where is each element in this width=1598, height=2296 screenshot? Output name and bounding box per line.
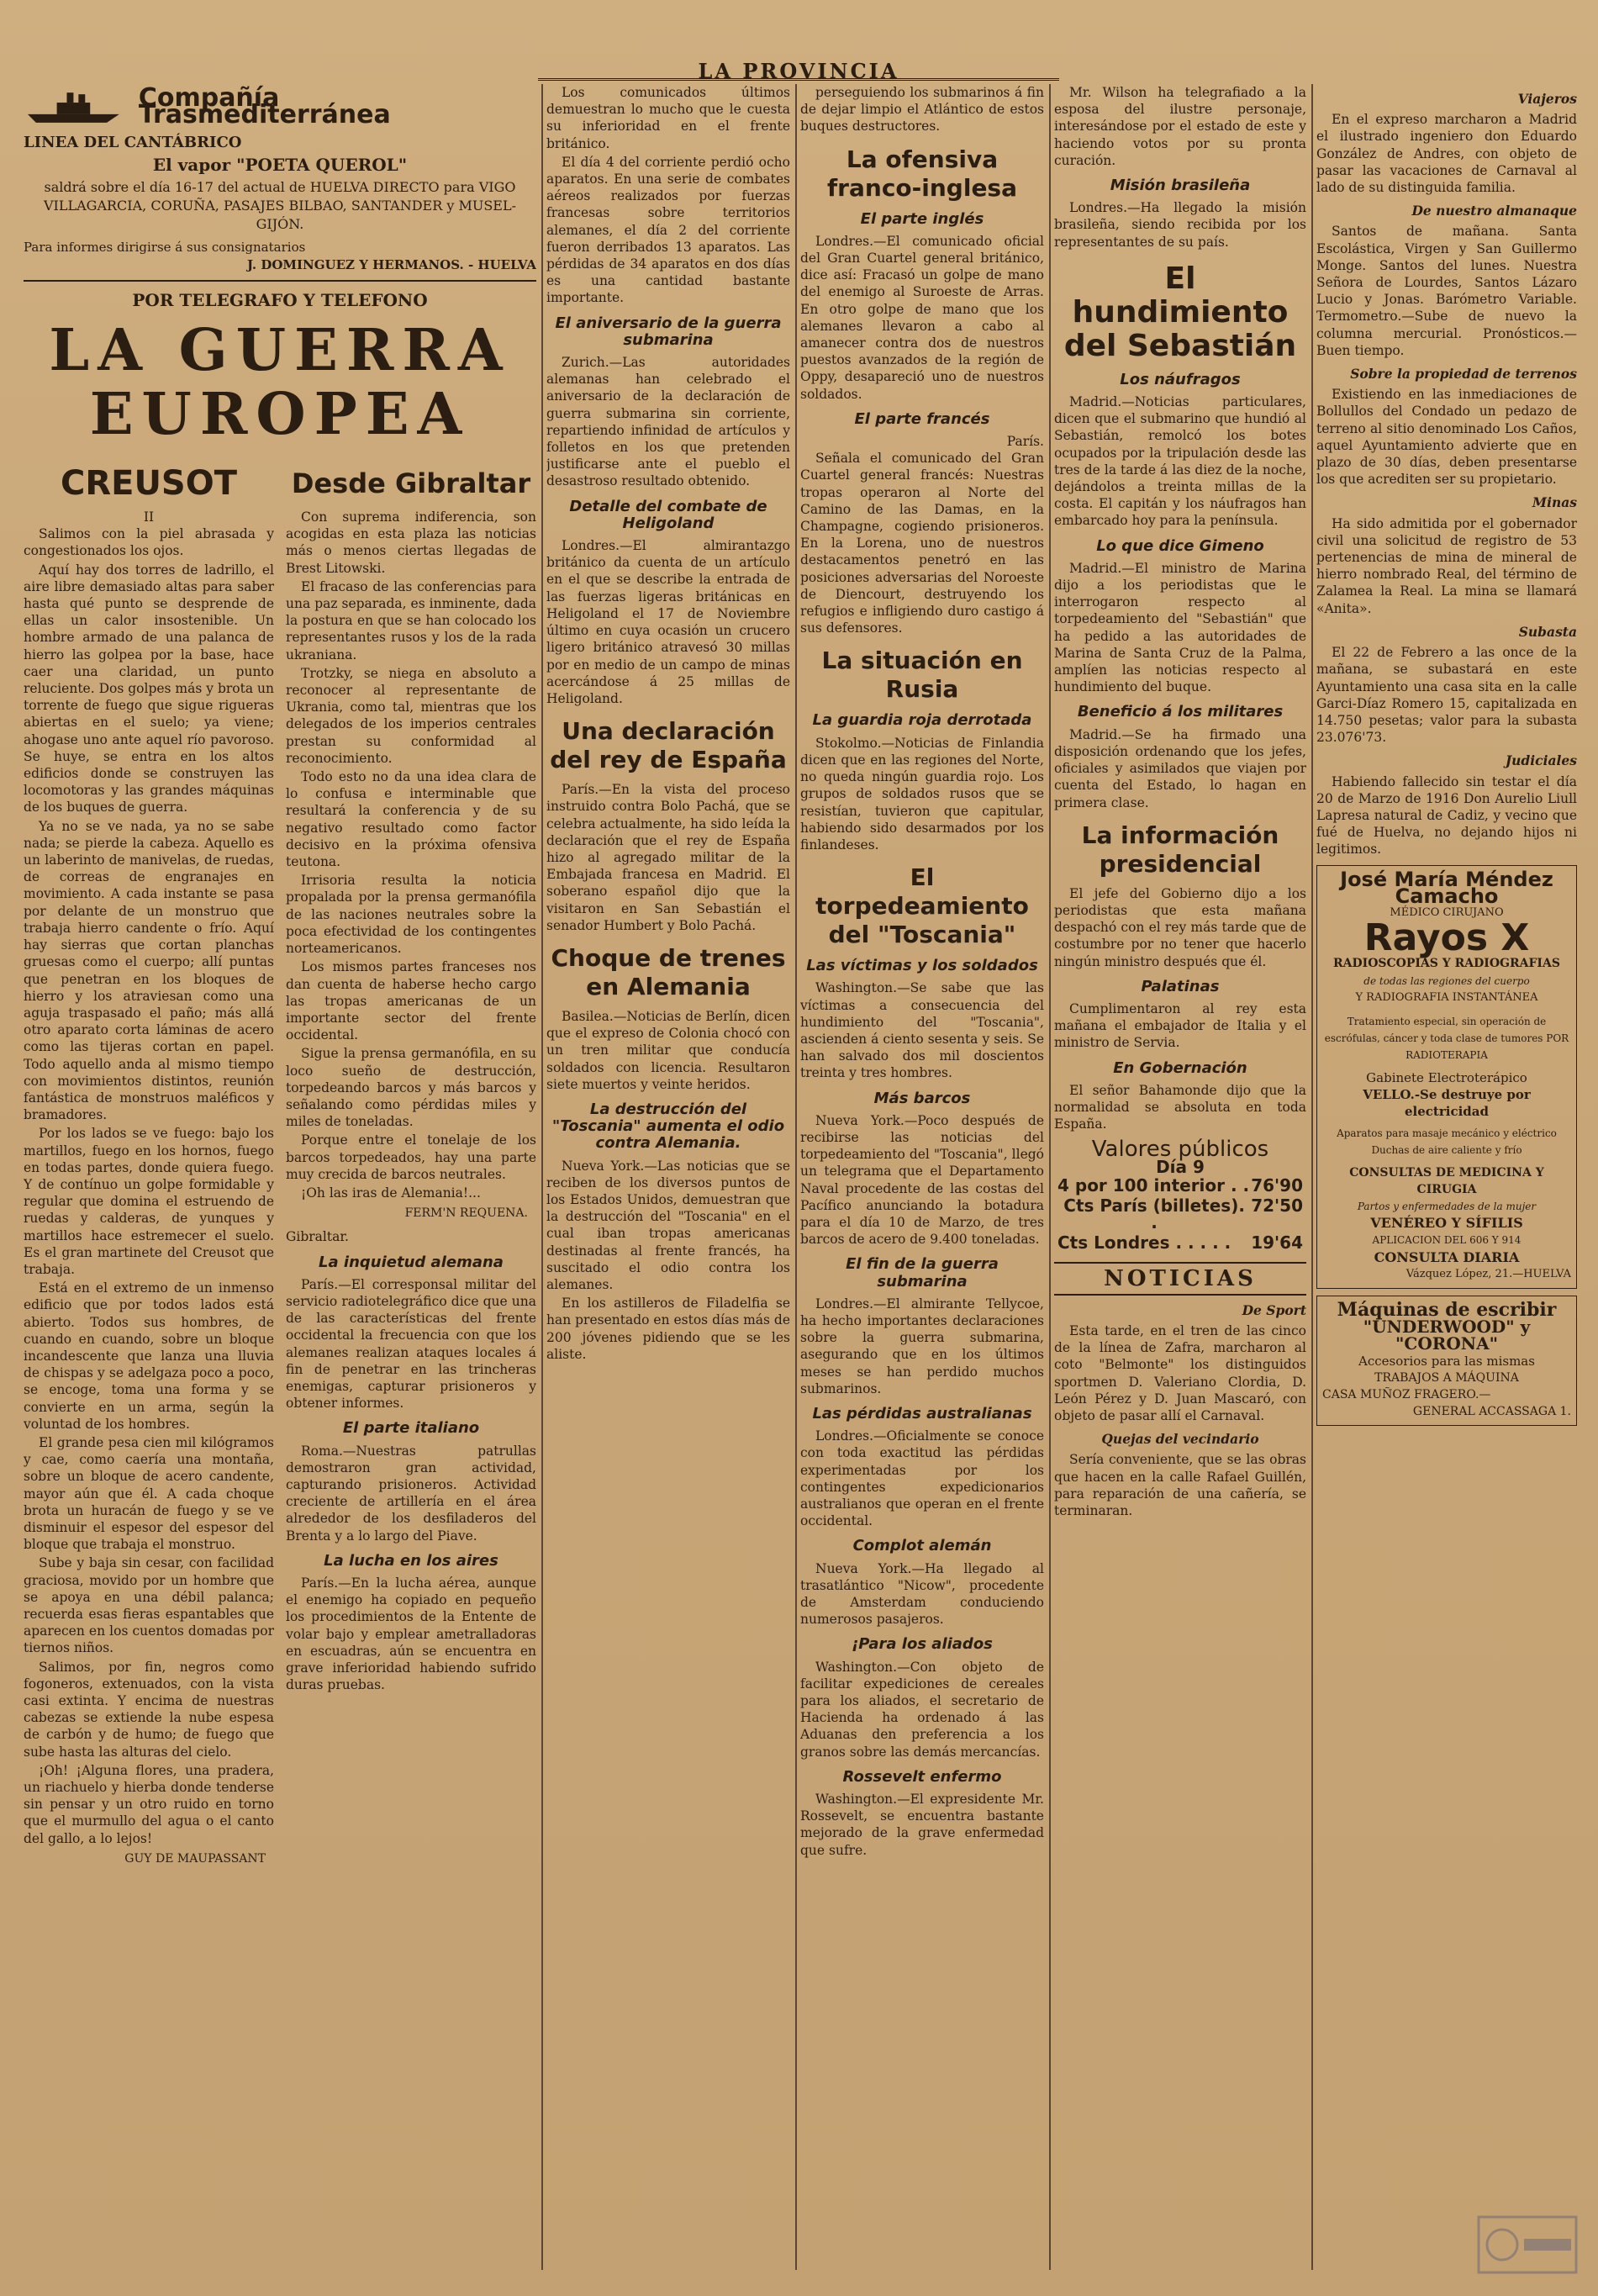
gibraltar-article (286, 455, 536, 1874)
ingles-p: Londres.—El comunicado oficial del Gran Cuartel general británico, dice así: Fracasó un golpe de mano del enemigo al Suroeste de Arras. En otro golpe de mano que los alemanes llevaron a cabo al amanecer contra dos de nuestros puestos avanzados de la región de Oppy, desapareció uno de nuestros soldados. (800, 233, 1044, 402)
subasta-p: El 22 de Febrero a las once de la mañana, se subastará en este Ayuntamiento una casa sita en la calle Garci-Díaz Romero 15, capitalizada en 14.750 pesetas; valor para la subasta 23.076'73. (1316, 645, 1577, 746)
creusot-article (24, 455, 274, 1874)
creusot-p: ¡Oh! ¡Alguna flores, una pradera, un riachuelo y hierba donde tenderse sin pensar y un otro ruido en torno que el murmullo del agua o el canto del gallo, a lo lejos! (24, 1762, 274, 1846)
info-presidencial-p: El jefe del Gobierno dijo a los periodistas que esta mañana despachó con el rey más tarde que de costumbre por no tener que hacerlo ningún ministro después que él. (1054, 885, 1306, 969)
ad-info: Para informes dirigirse á sus consignatarios (24, 240, 306, 256)
kicker: POR TELEGRAFO Y TELEFONO (132, 289, 428, 310)
creusot-p: Ya no se ve nada, ya no se sabe nada; se pierde la cabeza. Aquello es un laberinto de manivelas, de ruedas, de correas de engranajes en movimiento. A cada instante se pasa por delante de un monstruo que trabaja hierro candente o frío. Aquí hay sierras que cortan planchas gruesas como el cuerpo; allí puntas que penetran en los bloques de hierro y los atraviesan como una aguja traspasado el paño; más allá otro aparato corta láminas de acero como las tijeras cortan en papel. Todo aquello anda al mismo tiempo con movimientos distintos, reunión fantástica de monstruos maléficos y bramadores. (24, 818, 274, 1123)
heligoland-title: Detalle del combate de Heligoland (569, 497, 767, 532)
italiano-p: Roma.—Nuestras patrullas demostraron gran actividad, capturando prisioneros. Actividad creciente de artillería en el área alrededor de los desfiladeros del Brenta y a lo largo del Piave. (286, 1443, 536, 1544)
almanaque-title: De nuestro almanaque (1411, 203, 1577, 219)
tratamiento: Tratamiento especial, sin operación de escrófulas, cáncer y toda clase de tumores POR RADIOTERAPIA (1324, 1015, 1569, 1062)
gobernacion-p: El señor Bahamonde dijo que la normalidad se absoluta en toda España. (1054, 1082, 1306, 1132)
valores-row (1054, 1196, 1306, 1232)
column-2 (546, 84, 790, 2278)
terrenos-title: Sobre la propiedad de terrenos (1350, 366, 1577, 383)
gibraltar-place: Gibraltar. (286, 1229, 349, 1245)
victimas-title: Las víctimas y los soldados (806, 957, 1038, 975)
beneficio-title: Beneficio á los militares (1077, 703, 1284, 721)
c4-intro: Mr. Wilson ha telegrafiado a la esposa del ilustre personaje, interesándose por el estado de este y haciendo votos por su pronta curación. (1054, 85, 1306, 168)
declaracion-title: Una declaración del rey de España (550, 717, 787, 774)
ingles-title: El parte inglés (860, 209, 984, 228)
judiciales-p: Habiendo fallecido sin testar el día 20 de Marzo de 1916 Don Aurelio Liull Lapresa natural de Cadiz, y vecino que fué de Huelva, no dejando hijos ni legitimos. (1316, 773, 1577, 858)
fin-title: El fin de la guerra submarina (846, 1255, 999, 1291)
minas-title: Minas (1532, 494, 1577, 511)
valores-label: Cts Londres . . . . . (1057, 1232, 1231, 1254)
c2-intro: Los comunicados últimos demuestran lo mucho que le cuesta su inferioridad en el frente británico. (546, 85, 790, 151)
aniv-p: Zurich.—Las autoridades alemanas han celebrado el aniversario de la declaración de guerra submarina sin corriente, repartiendo infinidad de artículos y folletos en los que pretenden justificarse ante el pueblo el desastroso resultado obtenido. (546, 355, 790, 489)
c2-text: El día 4 del corriente perdió ocho aparatos. En una serie de combates aéreos realizados por fuerzas francesas sobre territorios alemanes, el día 2 del corriente fueron derribados 13 aparatos. Las pérdidas de 34 aparatos en dos días es una cantidad bastante importante. (546, 154, 790, 306)
valores-title: Valores públicos (1091, 1137, 1269, 1163)
lucha-title: La lucha en los aires (324, 1551, 498, 1570)
gibraltar-p: Porque entre el tonelaje de los barcos torpedeados, hay una parte muy crecida de barcos neutrales. (286, 1132, 536, 1182)
creusot-title: CREUSOT (60, 464, 238, 504)
guardia-title: La guardia roja derrotada (812, 711, 1032, 730)
guardia-p: Stokolmo.—Noticias de Finlandia dicen que en las regiones del Norte, no queda ningún guardia rojo. Los grupos de soldados rusos que se resistían, tuvieron que capitular, habiendo sido desarmados por los finlandeses. (800, 735, 1044, 852)
creusot-p: Por los lados se ve fuego: bajo los martillos, fuego en los hornos, fuego en todas partes, donde quiera fuego. Y de contínuo un golpe formidable y regular que domina el estruendo de ruedas y calderas, de yunques y martillos hace estremecer el suelo. Es el gran martinete del Creusot que trabaja. (24, 1126, 274, 1277)
ship-icon (24, 89, 124, 124)
maquinas-sub: Accesorios para las mismas (1358, 1353, 1535, 1369)
minas-p: Ha sido admitida por el gobernador civil una solicitud de registro de 53 pertenencias de mina de mineral de hierro nombrado Real, del término de Zalamea la Real. La mina se llamará «Anita». (1316, 515, 1577, 616)
naufragos-p: Madrid.—Noticias particulares, dicen que el submarino que hundió al Sebastián, remolcó los botes ocupados por la tripulación desde las tres de la tarde á las diez de la noche, dejándolos a treinta millas de la costa. El capitán y los náufragos han embarcado hoy para la península. (1054, 394, 1306, 529)
partos: Partos y enfermedades de la mujer (1357, 1200, 1537, 1212)
column-rule (1049, 84, 1051, 2270)
austral-p: Londres.—Oficialmente se conoce con toda exactitud las pérdidas experimentadas por los contingentes expedicionarios australianos que operan en el frente occidental. (800, 1428, 1044, 1529)
valores-value: 76'90 (1251, 1174, 1303, 1196)
ad-header (24, 84, 536, 129)
frances-title: El parte francés (854, 409, 990, 428)
aparatos: Aparatos para masaje mecánico y eléctrico Duchas de aire caliente y frío (1337, 1127, 1557, 1157)
gibraltar-p: Sigue la prensa germanófila, en su loco sueño de destrucción, torpedeando barcos y más barcos y señalando como pérdidas miles y miles de toneladas. (286, 1046, 536, 1130)
column-rule (795, 84, 797, 2270)
gibraltar-title: Desde Gibraltar (291, 467, 531, 500)
gibraltar-p: Trotzky, se niega en absoluto a reconocer al representante de Ukrania, como tal, mientras que los delegados de los imperios centrales prestan su conformidad al reconocimiento. (286, 665, 536, 766)
quejas-p: Sería conveniente, que se las obras que hacen en la calle Rafael Guillén, para reparación de una cañería, se terminaran. (1054, 1452, 1306, 1518)
info-presidencial-title: La información presidencial (1081, 821, 1279, 878)
ad-agent: J. DOMINGUEZ Y HERMANOS. - HUELVA (246, 256, 536, 272)
viajeros-p: En el expreso marcharon a Madrid el ilustrado ingeniero don Eduardo González de Andres, con objeto de pasar las vacaciones de Carnaval al lado de su distinguida familia. (1316, 112, 1577, 196)
noticias-title: NOTICIAS (1104, 1265, 1257, 1291)
gimeno-p: Madrid.—El ministro de Marina dijo a los periodistas que le interrogaron respecto al torpedeamiento del "Sebastián" que ha pedido a las autoridades de Marina de Santa Cruz de la Palma, amplíen las noticias respecto al hundimiento del buque. (1054, 560, 1306, 695)
column-rule (541, 84, 543, 2270)
column-5 (1316, 84, 1577, 2278)
doctor-name: José María Méndez Camacho (1340, 867, 1553, 908)
doctor-title: MÉDICO CIRUJANO (1390, 905, 1504, 919)
filadelfia-p: En los astilleros de Filadelfia se han presentado en estos días más de 200 jóvenes pidiendo que se les aliste. (546, 1296, 790, 1362)
choque-title: Choque de trenes en Alemania (551, 943, 786, 1000)
toscania-dest-p: Nueva York.—Las noticias que se reciben de los diversos puntos de los Estados Unidos, demuestran que la destrucción del "Toscania" en el cual iban tropas americanas destinadas al frente francés, ha suscitado el odio contra los alemanes. (546, 1158, 790, 1292)
inquietud-title: La inquietud alemana (319, 1253, 504, 1271)
subasta-title: Subasta (1518, 623, 1577, 640)
palatinas-title: Palatinas (1141, 977, 1220, 995)
maquinas-brands: "UNDERWOOD" y "CORONA" (1363, 1317, 1531, 1354)
column-3 (800, 84, 1044, 2278)
roosevelt-p: Washington.—El expresidente Mr. Rossevelt, se encuentra bastante mejorado de la grave enfermedad que sufre. (800, 1792, 1044, 1858)
gimeno-title: Lo que dice Gimeno (1096, 536, 1264, 555)
address: Vázquez López, 21.—HUELVA (1406, 1267, 1571, 1280)
heligoland-p: Londres.—El almirantazgo británico da cuenta de un artículo en el que se describe la entrada de las fuerzas ligeras británicas en Heligoland el 17 de Noviembre último en cuya ocasión un crucero ligero británico atravesó 30 millas por en medio de un campo de minas acercándose á 25 millas de Heligoland. (546, 538, 790, 706)
beneficio-p: Madrid.—Se ha firmado una disposición ordenando que los jefes, oficiales y asimilados que viajen por cuenta del Estado, lo hagan en primera clase. (1054, 726, 1306, 810)
gibraltar-p: El fracaso de las conferencias para una paz separada, es inminente, dada la postura en que se han colocado los representantes rusos y los de la rada ukraniana. (286, 578, 536, 662)
frances-p: Señala el comunicado del Gran Cuartel general francés: Nuestras tropas operaron al Norte del Camino de las Damas, en la Champagne, cogiendo prisioneros. En la Lorena, uno de nuestros destacamentos penetró en las posiciones adversarias del Noroeste de Diencourt, destruyendo los refugios e infligiendo duro castigo á sus defensores. (800, 451, 1044, 636)
toscania-dest-title: La destrucción del "Toscania" aumenta el odio contra Alemania. (551, 1100, 785, 1153)
maquinas-title: Máquinas de escribir (1337, 1299, 1557, 1321)
palatinas-p: Cumplimentaron al rey esta mañana el embajador de Italia y el ministro de Servia. (1054, 1000, 1306, 1051)
masthead: LA PROVINCIA (538, 59, 1059, 81)
gibraltar-p: Irrisoria resulta la noticia propalada por la prensa germanófila de las naciones neutrales sobre la poca efectividad de los contingentes norteamericanos. (286, 873, 536, 957)
viajeros-title: Viajeros (1517, 91, 1577, 107)
rayos-title: Rayos X (1363, 916, 1530, 960)
aliados-p: Washington.—Con objeto de facilitar expediciones de cereales para los aliados, el secretario de Hacienda ha ordenado á las Aduanas den preferencia a los granos sobre las demás mercancías. (800, 1659, 1044, 1760)
column-rule (1311, 84, 1313, 2270)
ofensiva-title: La ofensiva franco-inglesa (827, 145, 1017, 202)
creusot-p: Aquí hay dos torres de ladrillo, el aire libre demasiado altas para saber hasta qué punto se desprende de ellas un calor insostenible. Un hombre armado de una palanca de hierro las golpea por la base, hace caer una claridad, un punto reluciente. Dos golpes más y brota un torrente de fuego que sigue rigueras abiertas en el suelo; ya viene; ahogase uno ante aquel río pavoroso. Se huye, se entra en los altos edificios donde se construyen las locomotoras y las grandes máquinas de los buques de guerra. (24, 562, 274, 815)
austral-title: Las pérdidas australianas (812, 1404, 1032, 1422)
column-1 (24, 84, 536, 2278)
gibraltar-signature: FERM'N REQUENA. (404, 1206, 528, 1221)
creusot-p: Sube y baja sin cesar, con facilidad graciosa, movido por un hombre que se apoya en una débil palanca; recuerda esas fieras espantables que aparecen en los cuentos domadas por tiernos niños. (24, 1555, 274, 1656)
rayos-sub3: Y RADIOGRAFIA INSTANTÁNEA (1355, 990, 1538, 1004)
gobernacion-title: En Gobernación (1113, 1058, 1247, 1077)
rayos-sub: RADIOSCOPIAS Y RADIOGRAFIAS (1333, 957, 1560, 971)
valores-value: 72'50 (1251, 1195, 1303, 1216)
judiciales-title: Judiciales (1505, 752, 1577, 769)
valores-label: Cts París (billetes). . (1063, 1195, 1245, 1233)
c3-intro: perseguiendo los submarinos á fin de dejar limpio el Atlántico de estos buques destructores. (800, 85, 1044, 135)
ad-route: saldrá sobre el día 16-17 del actual de HUELVA DIRECTO para VIGO VILLAGARCIA, CORUÑA, PASAJES BILBAO, SANTANDER y MUSEL-GIJÓN. (43, 179, 516, 233)
maquinas-house: CASA MUÑOZ FRAGERO.— (1322, 1388, 1491, 1402)
creusot-signature: GUY DE MAUPASSANT (124, 1851, 266, 1866)
torpedeamiento-title: El torpedeamiento del "Toscania" (815, 863, 1029, 949)
valores-value: 19'64 (1251, 1232, 1303, 1254)
frances-place: París. (1006, 434, 1044, 450)
ad-company: Compañía Trasmediterránea (138, 84, 391, 129)
inquietud-p: París.—El corresponsal militar del servicio radiotelegráfico dice que una de las características del frente occidental la frecuencia con que los alemanes realizan ataques locales á fin de penetrar en las trincheras enemigas, capturar prisioneros y obtener informes. (286, 1276, 536, 1412)
consultas: CONSULTAS DE MEDICINA Y CIRUGIA (1349, 1165, 1544, 1196)
creusot-p: Salimos, por fin, negros como fogoneros, extenuados, con la vista casi extinta. Y encima de nuestras cabezas se extiende la nube espesa de carbón y de humo; de fuego que sube hasta las alturas del cielo. (24, 1659, 274, 1760)
sport-title: De Sport (1242, 1301, 1306, 1318)
roosevelt-title: Rossevelt enfermo (842, 1767, 1002, 1786)
sport-p: Esta tarde, en el tren de las cinco de la línea de Zafra, marcharon al coto "Belmonte" los distinguidos sportmen D. Valeriano Clordia, D. León Pérez y D. Juan Mascaró, con objeto de pasar allí el Carnaval. (1054, 1322, 1306, 1423)
mas-barcos-title: Más barcos (873, 1089, 971, 1107)
aplicacion: APLICACION DEL 606 Y 914 (1372, 1234, 1522, 1247)
ad-ship: El vapor "POETA QUEROL" (152, 155, 408, 176)
fin-p: Londres.—El almirante Tellycoe, ha hecho importantes declaraciones sobre la guerra submarina, asegurando que en los últimos meses se han perdido muchos submarinos. (800, 1296, 1044, 1396)
gabinete: Gabinete Electroterápico (1366, 1069, 1527, 1085)
gibraltar-p: Con suprema indiferencia, son acogidas en esta plaza las noticias más o menos ciertas llegadas de Brest Litowski. (286, 509, 536, 576)
valores-row (1054, 1175, 1306, 1196)
declaracion-p: París.—En la vista del proceso instruido contra Bolo Pachá, que se celebra actualmente, ha sido leída la declaración que el rey de España hizo al agregado militar de la Embajada francesa en Madrid. El soberano español dijo que la visitaron en San Sebastián el senador Humbert y Bolo Pachá. (546, 782, 790, 933)
gibraltar-p: ¡Oh las iras de Alemania!... (301, 1185, 481, 1201)
rusia-title: La situación en Rusia (821, 647, 1023, 704)
two-column-block (24, 455, 536, 1874)
divider (1054, 1262, 1306, 1264)
maquinas-work: TRABAJOS A MÁQUINA (1374, 1370, 1519, 1385)
quejas-title: Quejas del vecindario (1101, 1431, 1259, 1448)
divider (24, 280, 536, 282)
creusot-p: Salimos con la piel abrasada y congestionados los ojos. (24, 526, 274, 559)
doctor-ad (1316, 865, 1577, 1289)
gibraltar-p: Todo esto no da una idea clara de lo confusa e interminable que resultará la conferencia y de su negativo resultado como factor decisivo en la próxima ofensiva teutona. (286, 769, 536, 870)
hundimiento-title: El hundimiento del Sebastián (1063, 261, 1297, 363)
creusot-p: El grande pesa cien mil kilógramos y cae, como caería una montaña, sobre un bloque de acero candente, mayor aún que él. A cada choque brota un huracán de fuego y se ve disminuir el espesor del espesor del bloque que trabaja el monstruo. (24, 1434, 274, 1553)
ad-line: LINEA DEL CANTÁBRICO (24, 134, 242, 151)
valores-block (1054, 1137, 1306, 1254)
vello: VELLO.-Se destruye por electricidad (1363, 1086, 1531, 1119)
headline-guerra: LA GUERRA EUROPEA (49, 317, 511, 449)
consulta-diaria: CONSULTA DIARIA (1374, 1248, 1520, 1265)
aliados-title: ¡Para los aliados (852, 1635, 993, 1654)
terrenos-p: Existiendo en las inmediaciones de Bollullos del Condado un pedazo de terreno al sitio denominado Los Caños, aquel Ayuntamiento advierte que en plazo de 30 días, deben presentarse los que acrediten ser su propietario. (1316, 387, 1577, 488)
mision-title: Misión brasileña (1110, 177, 1251, 195)
venereo: VENÉREO Y SÍFILIS (1370, 1215, 1523, 1232)
creusot-p: Está en el extremo de un inmenso edificio que por todos lados está abierto. Todos sus hombres, de cuando en cuando, sobre un bloque incandescente que lanza una lluvia de chispas y se adelgaza poco a poco, se encoge, toma una forma y se convierte en un arma, según la voluntad de los hombres. (24, 1280, 274, 1432)
valores-label: 4 por 100 interior . . (1057, 1174, 1250, 1196)
valores-row (1054, 1232, 1306, 1253)
choque-p: Basilea.—Noticias de Berlín, dicen que el expreso de Colonia chocó con un tren militar que conducía soldados con licencia. Resultaron siete muertos y veinte heridos. (546, 1008, 790, 1092)
rayos-sub2: de todas las regiones del cuerpo (1363, 974, 1530, 987)
mas-barcos-p: Nueva York.—Poco después de recibirse las noticias del torpedeamiento del "Toscania", llegó un telegrama que el Departamento Naval procedente de las costas del Pacífico anunciando la botadura para el día 10 de Marzo, de tres barcos de acero de 9.400 toneladas. (800, 1112, 1044, 1248)
mision-p: Londres.—Ha llegado la misión brasileña, siendo recibida por los representantes de su país. (1054, 200, 1306, 250)
complot-p: Nueva York.—Ha llegado al trasatlántico "Nicow", procedente de Amsterdam conduciendo numerosos pasajeros. (800, 1560, 1044, 1628)
naufragos-title: Los náufragos (1120, 370, 1241, 388)
maquinas-ad (1316, 1296, 1577, 1426)
complot-title: Complot alemán (852, 1537, 992, 1555)
almanaque-p: Santos de mañana. Santa Escolástica, Virgen y San Guillermo Monge. Santos del lunes. Nuestra Señora de Lourdes, Santos Lázaro Lucio y Jonas. Barómetro Variable. Termometro.—Sube de nuevo la columna mercurial. Pronósticos.—Buen tiempo. (1316, 224, 1577, 358)
aniv-title: El aniversario de la guerra submarina (555, 314, 782, 349)
library-stamp-icon (1477, 2215, 1578, 2274)
victimas-p: Washington.—Se sabe que las víctimas a consecuencia del hundimiento del "Toscania", ascienden á ciento sesenta y seis. Se han salvado dos mil doscientos treinta y tres hombres. (800, 980, 1044, 1081)
lucha-p: París.—En la lucha aérea, aunque el enemigo ha copiado en pequeño los procedimientos de la Entente de volar bajo y emplear ametralladoras en escuadras, aún se encuentra en grave inferioridad habiendo sufrido duras pruebas. (286, 1576, 536, 1693)
maquinas-addr: GENERAL ACCASSAGA 1. (1412, 1405, 1571, 1419)
italiano-title: El parte italiano (342, 1419, 480, 1438)
valores-day: Día 9 (1156, 1156, 1205, 1177)
creusot-num: II (143, 509, 155, 525)
gibraltar-p: Los mismos partes franceses nos dan cuenta de haberse hecho cargo las tropas americanas de un importante sector del frente occidental. (286, 959, 536, 1043)
column-4 (1054, 84, 1306, 2278)
divider (1054, 1294, 1306, 1296)
